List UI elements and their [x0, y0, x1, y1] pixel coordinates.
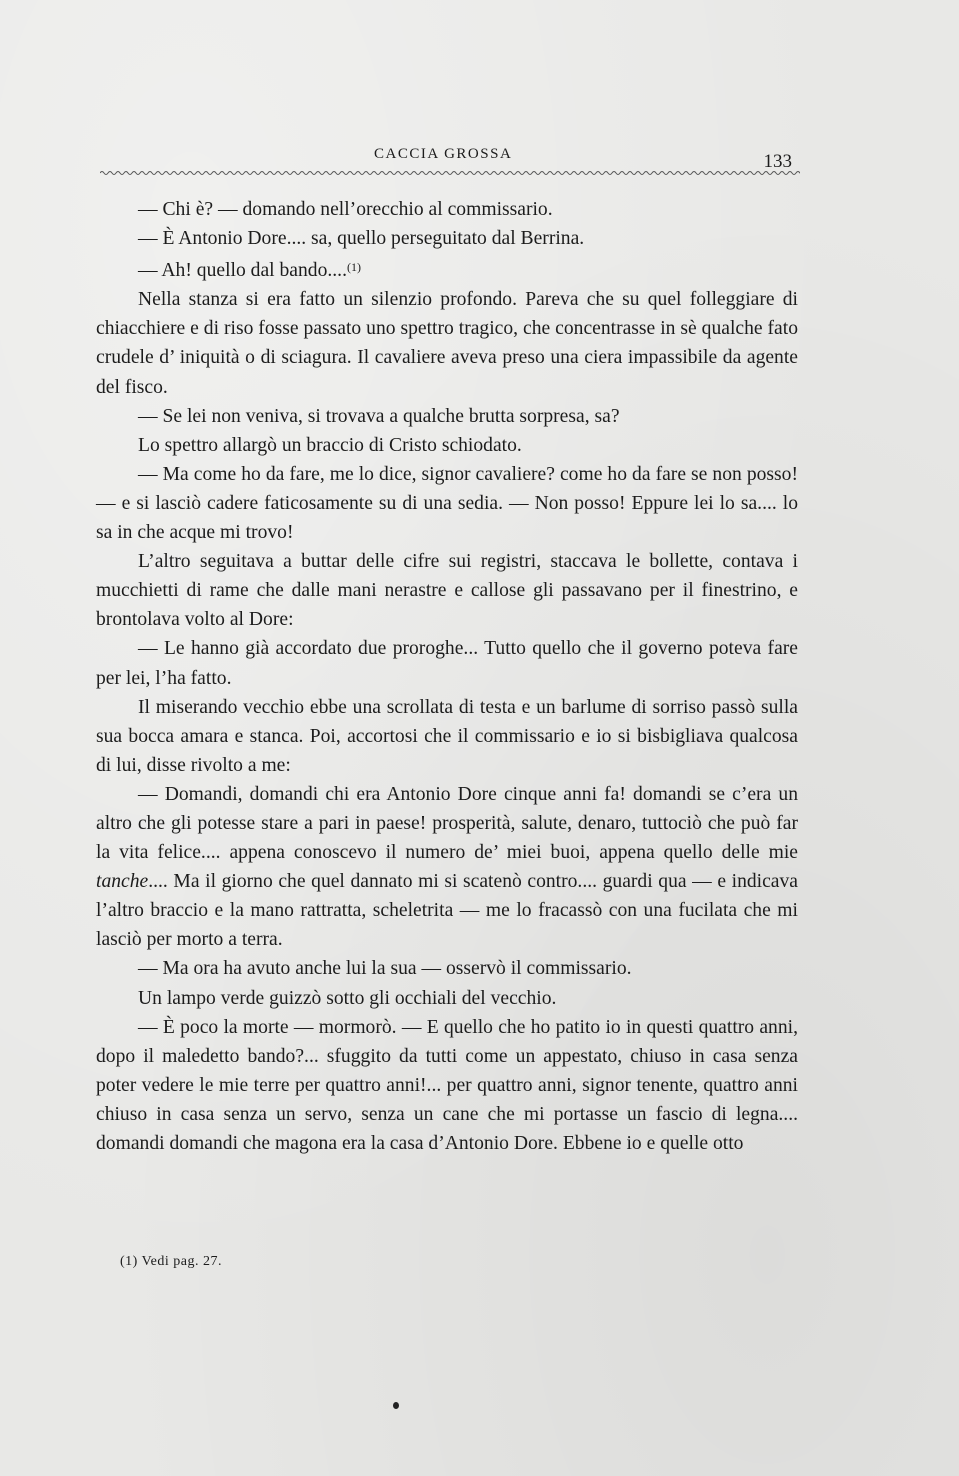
- paragraph-text: — Ah! quello dal bando....: [138, 260, 347, 282]
- footnote-marker: (1): [346, 260, 361, 275]
- page-number: 133: [763, 151, 792, 172]
- wavy-header-rule: [100, 169, 800, 177]
- paragraph-text: — Domandi, domandi chi era Antonio Dore cinque anni fa! domandi se c’era un altro che gli potesse stare a pari in paese! prosperità, salute, denaro, tuttociò che può far la vita felice.... appena conoscevo il numero de’ miei buoi, appena quello delle mie: [96, 783, 798, 864]
- paragraph: — Ma ora ha avuto anche lui la sua — osservò il commissario.: [138, 958, 632, 980]
- paragraph: — Se lei non veniva, si trovava a qualche brutta sorpresa, sa?: [138, 405, 620, 427]
- paragraph: Il miserando vecchio ebbe una scrollata di testa e un barlume di sorriso passò sulla sua bocca amara e stanca. Poi, accortosi che il commissario e io si bisbigliava qualcosa di lui, disse rivolto a me:: [96, 696, 798, 776]
- paragraph: [96, 780, 798, 955]
- paragraph: L’altro seguitava a buttar delle cifre sui registri, staccava le bollette, contava i mucchietti di rame che dalle mani nerastre e callose gli passavano per il finestrino, e brontolava volto al Dore:: [96, 551, 798, 631]
- paragraph: [96, 253, 798, 285]
- paragraph: — Ma come ho da fare, me lo dice, signor cavaliere? come ho da fare se non posso! — e si lasciò cadere faticosamente su di una sedia. — Non posso! Eppure lei lo sa.... lo sa in che acque mi trovo!: [96, 463, 798, 544]
- paragraph: — Chi è? — domando nell’orecchio al commissario.: [138, 199, 553, 220]
- ink-speck: [393, 1402, 399, 1409]
- paragraph: Lo spettro allargò un braccio di Cristo schiodato.: [138, 434, 522, 456]
- body-text: [96, 195, 798, 1158]
- paragraph: — Le hanno già accordato due proroghe... Tutto quello che il governo poteva fare per lei, l’ha fatto.: [96, 638, 798, 689]
- paragraph: — È poco la morte — mormorò. — E quello che ho patito io in questi quattro anni, dopo il maledetto bando?... sfuggito da tutti come un appestato, chiuso in casa senza poter vedere le mie terre per quattro anni!... per quattro anni, signor tenente, quattro anni chiuso in casa senza un servo, senza un cane che mi portasse un fascio di legna.... domandi domandi che magona era la casa d’Antonio Dore. Ebbene io e quelle otto: [96, 1016, 798, 1154]
- footnote: (1) Vedi pag. 27.: [120, 1254, 222, 1269]
- paragraph: — È Antonio Dore.... sa, quello perseguitato dal Berrina.: [138, 228, 585, 250]
- running-title: CACCIA GROSSA: [374, 146, 513, 162]
- paragraph: Nella stanza si era fatto un silenzio profondo. Pareva che su quel folleggiare di chiacchiere e di riso fosse passato uno spettro tragico, che concentrasse in sè qualche fato crudele d’ iniquità o di sciagura. Il cavaliere aveva preso una ciera impassibile da agente del fisco.: [96, 289, 798, 398]
- paragraph-text: .... Ma il giorno che quel dannato mi si scatenò contro.... guardi qua — e indicava l’altro braccio e la mano rattratta, scheletrita — me lo fracassò con una fucilata che mi lasciò per morto a terra.: [96, 871, 798, 951]
- paragraph: Un lampo verde guizzò sotto gli occhiali del vecchio.: [138, 987, 557, 1009]
- italic-word: tanche: [96, 871, 149, 893]
